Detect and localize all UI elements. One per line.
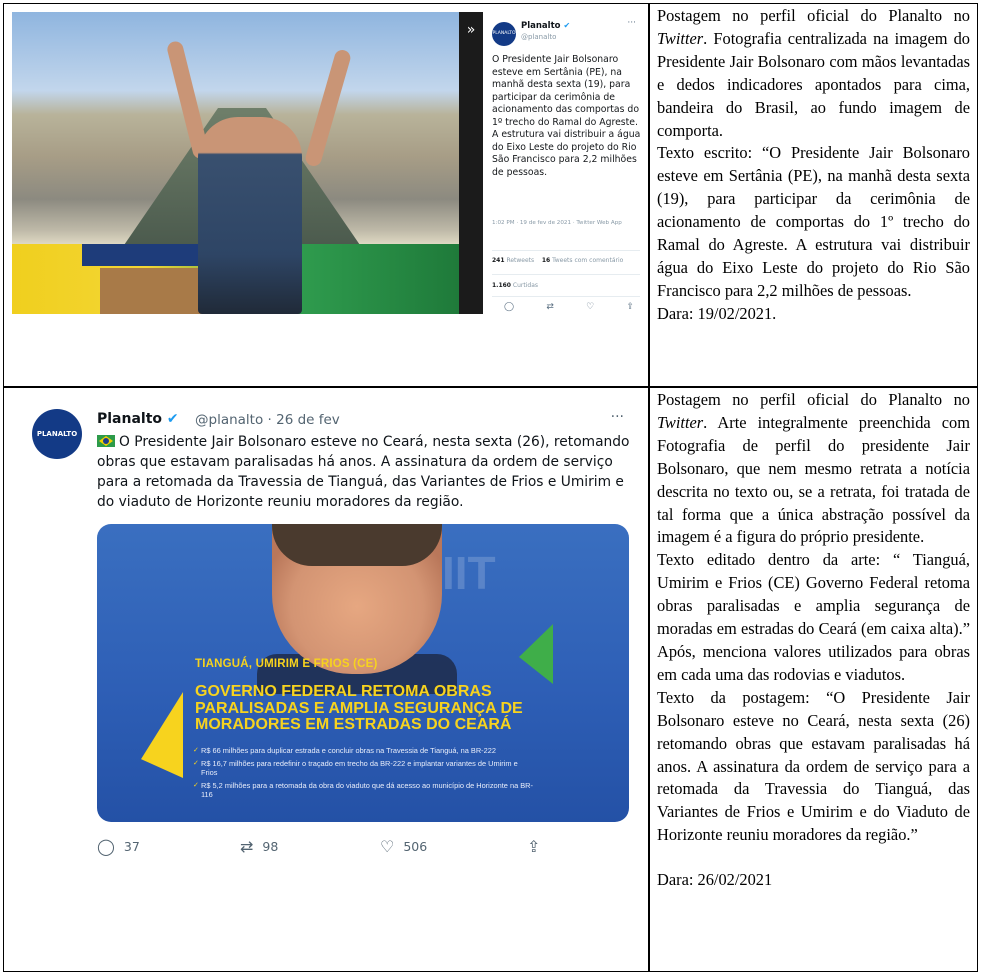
expand-strip[interactable]: [459, 12, 483, 314]
table: [100, 268, 210, 314]
description-date: Dara: 26/02/2021: [657, 870, 773, 890]
description-paragraph: Texto editado dentro da arte: “ Tianguá, Umirim e Frios (CE) Governo Federal retoma obras paralisadas e amplia segurança de moradas em estradas do Ceará (em caixa alta).” Após, menciona valores utilizados para obras em cada uma das rodovias e viadutos.: [657, 550, 970, 684]
president-figure: [198, 117, 302, 314]
art-bullet: ✓ R$ 16,7 milhões para redefinir o traçado em trecho da BR-222 e implantar variantes de Umirim e Frios: [193, 759, 533, 778]
art-bullet: ✓ R$ 5,2 milhões para a retomada da obra do viaduto que dá acesso ao município de Horizonte na BR-116: [193, 781, 533, 800]
tweet2-panel: [12, 399, 642, 869]
avatar[interactable]: PLANALTO: [32, 409, 82, 459]
description-paragraph: Postagem no perfil oficial do Planalto no Twitter. Arte integralmente preenchida com Fotografia de perfil do presidente Jair Bolsonaro, que nem mesmo retrata a notícia descrita no texto ou, se a retrata, foi tratada de tal forma que a única abstração possível da imagem é a figura do próprio presidente.: [657, 390, 970, 547]
reply-icon[interactable]: ◯: [504, 302, 515, 312]
art-bullets: [193, 746, 533, 803]
tweet-media-art[interactable]: [97, 524, 629, 822]
art-location: TIANGUÁ, UMIRIM E FRIOS (CE): [195, 658, 378, 670]
description-paragraph: Postagem no perfil oficial do Planalto no Twitter. Fotografia centralizada na imagem do Presidente Jair Bolsonaro com mãos levantadas e dedos indicadores apontados para cima, bandeira do Brasil, ao fundo imagem de comporta.: [657, 6, 970, 140]
description-paragraph: Texto escrito: “O Presidente Jair Bolsonaro esteve em Sertânia (PE), na manhã desta sexta (19), para participar da cerimônia de acionamento de comportas do 1º trecho do Ramal do Agreste. A estrutura vai distribuir água do Eixo Leste do projeto do Rio São Francisco para 2,2 milhões de pessoas.: [657, 143, 970, 300]
background-lettering: IIT: [442, 547, 496, 599]
more-options-icon[interactable]: ···: [627, 18, 636, 28]
tweet-timestamp: 1:02 PM · 19 de fev de 2021 · Twitter Web App: [492, 220, 622, 226]
tweet-actions: [97, 837, 541, 857]
brazil-flag-icon: [97, 435, 115, 447]
retweet-action[interactable]: ⇄ 98: [240, 837, 279, 856]
reply-icon: ◯: [97, 837, 115, 856]
double-chevron-icon: »: [466, 22, 476, 38]
tweet1-photo: [12, 12, 459, 314]
tweet-handle[interactable]: @planalto: [521, 33, 557, 41]
avatar[interactable]: PLANALTO: [492, 22, 516, 46]
yellow-arrow-shape: [141, 692, 183, 778]
document-table: [3, 3, 978, 972]
green-arrow-shape: [519, 624, 553, 684]
tweet-handle-and-date[interactable]: @planalto · 26 de fev: [195, 412, 340, 428]
reply-action[interactable]: ◯ 37: [97, 837, 140, 856]
tweet-stats: 241 Retweets 16 Tweets com comentário: [492, 257, 624, 264]
tweet-text: O Presidente Jair Bolsonaro esteve em Sertânia (PE), na manhã desta sexta (19), para participar da cerimônia de acionamento das comportas do 1º trecho do Ramal do Agreste. A estrutura vai distribuir a água do Eixo Leste do projeto do Rio São Francisco para 2,2 milhões de pessoas.: [492, 54, 641, 178]
row1-image-cell: [4, 4, 648, 386]
share-icon[interactable]: ⇪: [626, 302, 634, 312]
like-action[interactable]: ♡ 506: [380, 837, 428, 856]
tweet-actions: [504, 302, 634, 312]
tweet1-panel: [484, 12, 644, 314]
tweet-author-name[interactable]: Planalto ✔: [97, 411, 179, 427]
share-action[interactable]: [527, 837, 540, 856]
tweet-likes: 1.160 Curtidas: [492, 282, 538, 289]
retweet-icon: ⇄: [240, 837, 254, 856]
verified-badge-icon: ✔: [166, 411, 179, 427]
retweet-icon[interactable]: ⇄: [546, 302, 554, 312]
description-paragraph: Texto da postagem: “O Presidente Jair Bolsonaro esteve no Ceará, nesta sexta (26) retomando obras que estavam paralisadas há anos. A assinatura da ordem de serviço para a retomada da Travessia do Tianguá, das Variantes de Frios e Umirim e do Viaduto de Horizonte reuniu moradores da região.”: [657, 687, 970, 845]
art-headline: GOVERNO FEDERAL RETOMA OBRAS PARALISADAS E AMPLIA SEGURANÇA DE MORADORES EM ESTRADAS DO CEARÁ: [195, 683, 523, 733]
art-bullet: ✓ R$ 66 milhões para duplicar estrada e concluir obras na Travessia de Tianguá, na BR-222: [193, 746, 533, 756]
tweet-text: O Presidente Jair Bolsonaro esteve no Ceará, nesta sexta (26), retomando obras que estavam paralisadas há anos. A assinatura da ordem de serviço para a retomada da Travessia de Tianguá, das Variantes de Frios e Umirim e do viaduto de Horizonte reuniu moradores da região.: [97, 434, 630, 510]
verified-badge-icon: ✔: [563, 21, 571, 30]
share-icon: ⇪: [527, 837, 541, 856]
tweet-author-name[interactable]: Planalto ✔: [521, 21, 571, 31]
like-icon[interactable]: ♡: [586, 302, 595, 312]
row1-description-cell: [650, 5, 978, 385]
row2-description-cell: [650, 389, 978, 971]
description-date: Dara: 19/02/2021.: [657, 303, 777, 323]
more-options-icon[interactable]: ···: [610, 409, 624, 425]
like-icon: ♡: [380, 837, 395, 856]
